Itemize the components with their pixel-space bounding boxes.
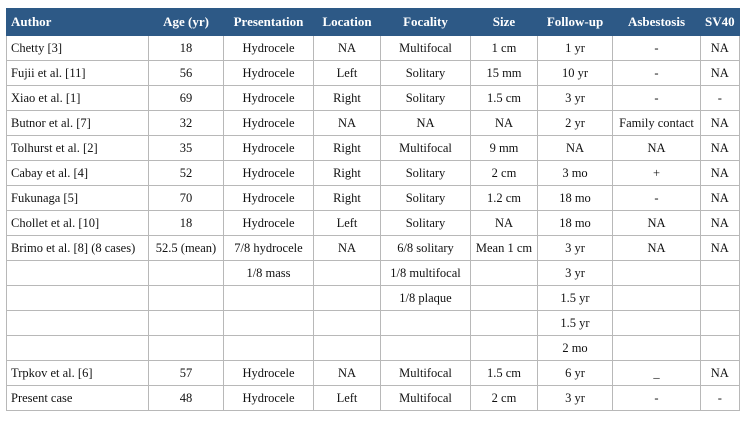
cell-age: 70 — [149, 186, 224, 211]
cell-location: Left — [314, 61, 381, 86]
header-presentation: Presentation — [224, 9, 314, 36]
cell-follow-up: 3 mo — [538, 161, 613, 186]
cell-location: Right — [314, 161, 381, 186]
table-row — [7, 336, 740, 361]
cell-sv40: NA — [701, 36, 740, 61]
cell-asbestosis — [613, 286, 701, 311]
cell-presentation: Hydrocele — [224, 36, 314, 61]
cell-focality: NA — [381, 111, 471, 136]
cell-asbestosis: - — [613, 61, 701, 86]
cell-age: 57 — [149, 361, 224, 386]
cell-asbestosis: Family contact — [613, 111, 701, 136]
header-sv40: SV40 — [701, 9, 740, 36]
cell-author: Butnor et al. [7] — [7, 111, 149, 136]
header-row — [7, 9, 740, 36]
cell-follow-up: 6 yr — [538, 361, 613, 386]
cell-follow-up: 2 yr — [538, 111, 613, 136]
cell-author — [7, 286, 149, 311]
cell-author: Chollet et al. [10] — [7, 211, 149, 236]
cell-asbestosis: NA — [613, 136, 701, 161]
cell-size — [471, 286, 538, 311]
cell-sv40 — [701, 261, 740, 286]
cell-location: NA — [314, 361, 381, 386]
cell-asbestosis: - — [613, 186, 701, 211]
cell-author — [7, 311, 149, 336]
cell-focality: Multifocal — [381, 361, 471, 386]
table-row — [7, 311, 740, 336]
cell-age — [149, 336, 224, 361]
cell-asbestosis: NA — [613, 211, 701, 236]
table-row — [7, 111, 740, 136]
cell-presentation: Hydrocele — [224, 61, 314, 86]
cell-follow-up: 1 yr — [538, 36, 613, 61]
cell-location: Left — [314, 386, 381, 411]
header-focality: Focality — [381, 9, 471, 36]
cell-presentation: Hydrocele — [224, 211, 314, 236]
table-container — [6, 8, 740, 411]
cell-size: NA — [471, 211, 538, 236]
cell-location — [314, 261, 381, 286]
cell-asbestosis: - — [613, 36, 701, 61]
cell-age: 69 — [149, 86, 224, 111]
cell-follow-up: 1.5 yr — [538, 311, 613, 336]
case-table — [6, 8, 740, 411]
table-row — [7, 36, 740, 61]
cell-sv40: NA — [701, 136, 740, 161]
cell-focality: Solitary — [381, 61, 471, 86]
cell-age: 18 — [149, 211, 224, 236]
cell-size — [471, 336, 538, 361]
cell-sv40: NA — [701, 111, 740, 136]
cell-age: 48 — [149, 386, 224, 411]
cell-age: 56 — [149, 61, 224, 86]
cell-asbestosis: - — [613, 386, 701, 411]
cell-sv40 — [701, 311, 740, 336]
cell-location — [314, 286, 381, 311]
cell-sv40: - — [701, 86, 740, 111]
table-row — [7, 236, 740, 261]
table-row — [7, 286, 740, 311]
table-row — [7, 186, 740, 211]
cell-sv40: NA — [701, 361, 740, 386]
cell-presentation: Hydrocele — [224, 111, 314, 136]
cell-follow-up: 10 yr — [538, 61, 613, 86]
cell-author: Brimo et al. [8] (8 cases) — [7, 236, 149, 261]
table-row — [7, 161, 740, 186]
cell-focality: Solitary — [381, 161, 471, 186]
cell-presentation — [224, 286, 314, 311]
cell-asbestosis — [613, 311, 701, 336]
cell-follow-up: 3 yr — [538, 386, 613, 411]
cell-location: NA — [314, 36, 381, 61]
cell-size — [471, 261, 538, 286]
cell-age — [149, 311, 224, 336]
cell-follow-up: 18 mo — [538, 186, 613, 211]
cell-asbestosis — [613, 261, 701, 286]
table-row — [7, 136, 740, 161]
cell-author: Tolhurst et al. [2] — [7, 136, 149, 161]
cell-asbestosis: - — [613, 86, 701, 111]
header-author: Author — [7, 9, 149, 36]
cell-sv40 — [701, 286, 740, 311]
cell-size: 15 mm — [471, 61, 538, 86]
cell-asbestosis: NA — [613, 236, 701, 261]
cell-focality: Multifocal — [381, 136, 471, 161]
cell-location — [314, 336, 381, 361]
cell-author: Xiao et al. [1] — [7, 86, 149, 111]
cell-size: 1 cm — [471, 36, 538, 61]
cell-size: NA — [471, 111, 538, 136]
cell-author — [7, 261, 149, 286]
cell-size: 2 cm — [471, 386, 538, 411]
cell-author: Trpkov et al. [6] — [7, 361, 149, 386]
cell-age: 52.5 (mean) — [149, 236, 224, 261]
cell-sv40: - — [701, 386, 740, 411]
cell-follow-up: 3 yr — [538, 261, 613, 286]
cell-follow-up: 1.5 yr — [538, 286, 613, 311]
header-follow-up: Follow-up — [538, 9, 613, 36]
cell-presentation: Hydrocele — [224, 386, 314, 411]
cell-asbestosis: _ — [613, 361, 701, 386]
cell-size — [471, 311, 538, 336]
cell-sv40: NA — [701, 161, 740, 186]
cell-focality: 1/8 multifocal — [381, 261, 471, 286]
cell-presentation: Hydrocele — [224, 361, 314, 386]
header-size: Size — [471, 9, 538, 36]
cell-author: Fujii et al. [11] — [7, 61, 149, 86]
table-row — [7, 211, 740, 236]
cell-sv40: NA — [701, 61, 740, 86]
cell-location: NA — [314, 236, 381, 261]
cell-asbestosis: + — [613, 161, 701, 186]
cell-focality: Solitary — [381, 186, 471, 211]
cell-presentation — [224, 336, 314, 361]
table-body — [7, 36, 740, 411]
cell-author: Chetty [3] — [7, 36, 149, 61]
cell-location: Left — [314, 211, 381, 236]
cell-author: Cabay et al. [4] — [7, 161, 149, 186]
header-location: Location — [314, 9, 381, 36]
header-asbestosis: Asbestosis — [613, 9, 701, 36]
cell-location: Right — [314, 86, 381, 111]
cell-age: 18 — [149, 36, 224, 61]
cell-presentation: Hydrocele — [224, 136, 314, 161]
cell-focality: Solitary — [381, 86, 471, 111]
cell-author: Fukunaga [5] — [7, 186, 149, 211]
cell-presentation: Hydrocele — [224, 186, 314, 211]
table-row — [7, 386, 740, 411]
cell-size: 1.2 cm — [471, 186, 538, 211]
cell-presentation: 1/8 mass — [224, 261, 314, 286]
cell-location: Right — [314, 186, 381, 211]
cell-follow-up: 3 yr — [538, 86, 613, 111]
table-row — [7, 261, 740, 286]
cell-location — [314, 311, 381, 336]
table-row — [7, 361, 740, 386]
cell-follow-up: NA — [538, 136, 613, 161]
cell-focality — [381, 336, 471, 361]
cell-focality — [381, 311, 471, 336]
cell-location: NA — [314, 111, 381, 136]
cell-size: 9 mm — [471, 136, 538, 161]
header-age: Age (yr) — [149, 9, 224, 36]
cell-sv40: NA — [701, 236, 740, 261]
cell-focality: Multifocal — [381, 36, 471, 61]
cell-follow-up: 18 mo — [538, 211, 613, 236]
cell-size: 1.5 cm — [471, 86, 538, 111]
table-row — [7, 61, 740, 86]
cell-sv40: NA — [701, 211, 740, 236]
cell-age — [149, 261, 224, 286]
cell-focality: Multifocal — [381, 386, 471, 411]
cell-size: Mean 1 cm — [471, 236, 538, 261]
cell-asbestosis — [613, 336, 701, 361]
cell-presentation — [224, 311, 314, 336]
cell-presentation: Hydrocele — [224, 161, 314, 186]
table-row — [7, 86, 740, 111]
cell-size: 2 cm — [471, 161, 538, 186]
cell-sv40 — [701, 336, 740, 361]
cell-age: 32 — [149, 111, 224, 136]
cell-follow-up: 2 mo — [538, 336, 613, 361]
cell-focality: 1/8 plaque — [381, 286, 471, 311]
cell-size: 1.5 cm — [471, 361, 538, 386]
cell-author — [7, 336, 149, 361]
cell-presentation: Hydrocele — [224, 86, 314, 111]
cell-location: Right — [314, 136, 381, 161]
cell-sv40: NA — [701, 186, 740, 211]
cell-focality: Solitary — [381, 211, 471, 236]
cell-author: Present case — [7, 386, 149, 411]
cell-follow-up: 3 yr — [538, 236, 613, 261]
cell-age: 35 — [149, 136, 224, 161]
cell-age — [149, 286, 224, 311]
cell-age: 52 — [149, 161, 224, 186]
cell-focality: 6/8 solitary — [381, 236, 471, 261]
cell-presentation: 7/8 hydrocele — [224, 236, 314, 261]
